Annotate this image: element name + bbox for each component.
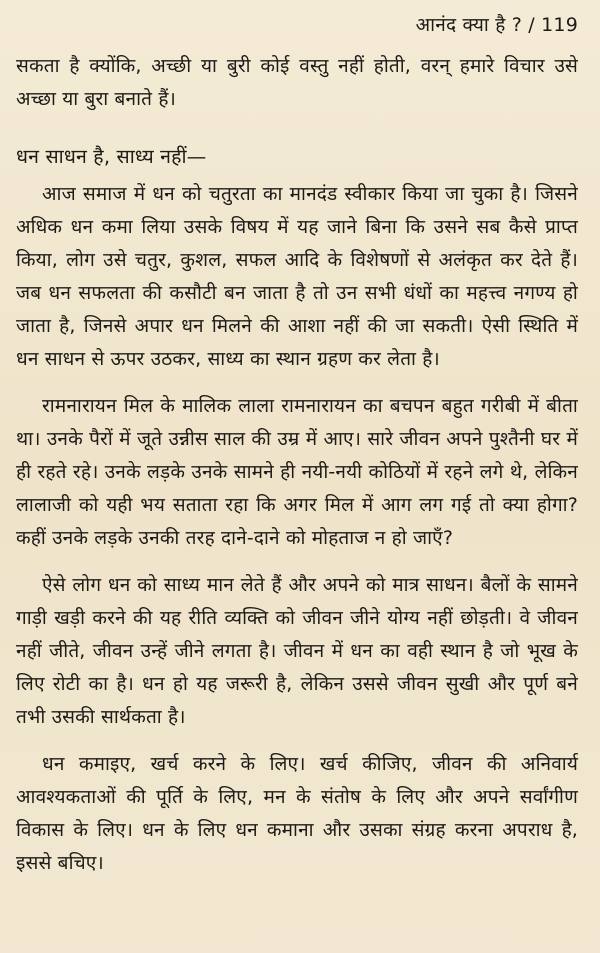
page-body [16, 50, 578, 880]
running-head: आनंद क्या है ? / 119 [415, 14, 578, 36]
paragraph-1: आज समाज में धन को चतुरता का मानदंड स्वीकार किया जा चुका है। जिसने अधिक धन कमा लिया उसके विषय में यह जाने बिना कि उसने सब कैसे प्राप्त किया, लोग उसे चतुर, कुशल, सफल आदि के विशेषणों से अलंकृत कर देते हैं। जब धन सफलता की कसौटी बन जाता है तो उन सभी धंधों का महत्त्व नगण्य हो जाता है, जिनसे अपार धन मिलने की आशा नहीं की जा सकती। ऐसी स्थिति में धन साधन से ऊपर उठकर, साध्य का स्थान ग्रहण कर लेता है। [16, 183, 578, 370]
paragraph-4: धन कमाइए, खर्च करने के लिए। खर्च कीजिए, जीवन की अनिवार्य आवश्यकताओं की पूर्ति के लिए, मन के संतोष के लिए और अपने सर्वांगीण विकास के लिए। धन के लिए धन कमाना और उसका संग्रह करना अपराध है, इससे बचिए। [16, 753, 578, 874]
section-heading: धन साधन है, साध्य नहीं— [16, 145, 207, 168]
continuation-paragraph: सकता है क्योंकि, अच्छी या बुरी कोई वस्तु नहीं होती, वरन् हमारे विचार उसे अच्छा या बुरा बनाते हैं। [16, 55, 578, 110]
paragraph-2: रामनारायन मिल के मालिक लाला रामनारायन का बचपन बहुत गरीबी में बीता था। उनके पैरों में जूते उन्नीस साल की उम्र में आए। सारे जीवन अपने पुश्तैनी घर में ही रहते रहे। उनके लड़के उनके सामने ही नयी-नयी कोठियों में रहने लगे थे, लेकिन लालाजी को यही भय सताता रहा कि अगर मिल में आग लग गई तो क्या होगा? कहीं उनके लड़के उनकी तरह दाने-दाने को मोहताज न हो जाएँ? [16, 395, 578, 549]
paragraph-3: ऐसे लोग धन को साध्य मान लेते हैं और अपने को मात्र साधन। बैलों के सामने गाड़ी खड़ी करने की यह रीति व्यक्ति को जीवन जीने योग्य नहीं छोड़ती। वे जीवन नहीं जीते, जीवन उन्हें जीने लगता है। जीवन में धन का वही स्थान है जो भूख के लिए रोटी का है। धन हो यह जरूरी है, लेकिन उससे जीवन सुखी और पूर्ण बने तभी उसकी सार्थकता है। [16, 574, 578, 728]
